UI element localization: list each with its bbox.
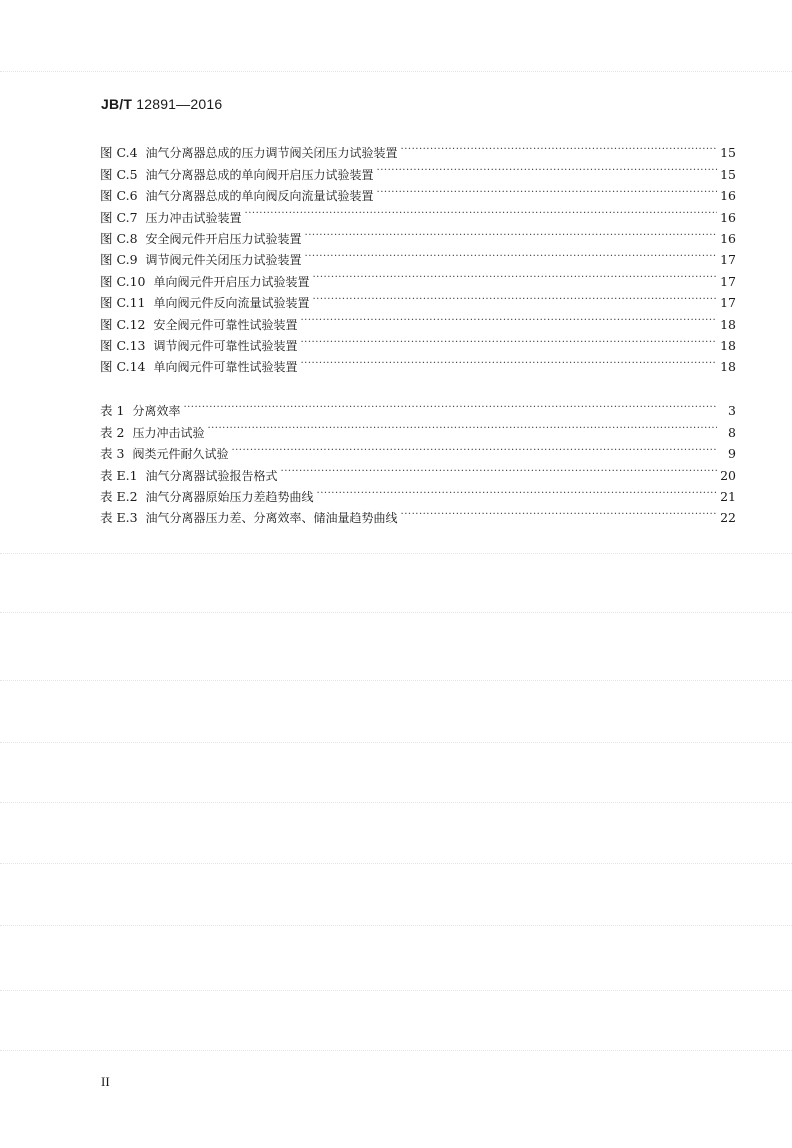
figure-page-number: 18 <box>720 359 736 375</box>
figure-label: 图 C.12 <box>100 316 146 332</box>
dot-leader <box>301 307 718 328</box>
dot-leader <box>231 437 717 458</box>
standard-number: 12891—2016 <box>136 96 223 112</box>
figure-label: 图 C.11 <box>100 295 146 311</box>
table-title: 油气分离器原始压力差趋势曲线 <box>145 489 314 504</box>
figure-label: 图 C.5 <box>100 166 138 182</box>
figure-page-number: 15 <box>720 166 736 182</box>
standard-code: JB/T <box>101 96 133 112</box>
figure-title: 调节阀元件关闭压力试验装置 <box>145 253 302 268</box>
figure-page-number: 17 <box>720 273 736 289</box>
figure-title: 压力冲击试验装置 <box>145 210 242 225</box>
dot-leader <box>305 222 717 243</box>
table-entry[interactable] <box>100 394 736 419</box>
figure-title: 油气分离器总成的单向阀反向流量试验装置 <box>145 189 374 204</box>
scan-artifact-line <box>0 1050 792 1051</box>
dot-leader <box>377 179 717 200</box>
table-page-number: 20 <box>720 467 736 483</box>
dot-leader <box>301 350 718 371</box>
table-page-number: 22 <box>720 510 736 526</box>
scan-artifact-line <box>0 925 792 926</box>
table-label: 表 2 <box>100 424 125 440</box>
table-label: 表 E.3 <box>100 510 138 526</box>
table-title: 油气分离器试验报告格式 <box>145 468 278 483</box>
dot-leader <box>301 329 718 350</box>
table-title: 阀类元件耐久试验 <box>132 447 229 462</box>
table-page-number: 9 <box>728 446 736 462</box>
figure-title: 单向阀元件可靠性试验装置 <box>153 360 298 375</box>
table-label: 表 E.1 <box>100 467 138 483</box>
figure-page-number: 18 <box>720 316 736 332</box>
dot-leader <box>183 394 717 415</box>
page-number: II <box>101 1074 110 1089</box>
figure-title: 调节阀元件可靠性试验装置 <box>153 338 298 353</box>
figure-label: 图 C.6 <box>100 188 138 204</box>
dot-leader <box>281 458 717 479</box>
dot-leader <box>207 415 717 436</box>
figure-title: 安全阀元件可靠性试验装置 <box>153 317 298 332</box>
document-header <box>101 96 222 112</box>
table-page-number: 3 <box>728 403 736 419</box>
figure-page-number: 17 <box>720 295 736 311</box>
figure-page-number: 16 <box>720 188 736 204</box>
figure-title: 单向阀元件开启压力试验装置 <box>153 274 310 289</box>
dot-leader <box>401 501 717 522</box>
figure-label: 图 C.13 <box>100 337 146 353</box>
figure-label: 图 C.14 <box>100 359 146 375</box>
figure-list <box>100 136 736 375</box>
scan-artifact-line <box>0 863 792 864</box>
table-page-number: 21 <box>720 488 736 504</box>
scan-artifact-line <box>0 990 792 991</box>
scan-artifact-line <box>0 612 792 613</box>
scan-artifact-line <box>0 742 792 743</box>
dot-leader <box>377 157 717 178</box>
figure-title: 安全阀元件开启压力试验装置 <box>145 231 302 246</box>
table-title: 油气分离器压力差、分离效率、储油量趋势曲线 <box>145 511 398 526</box>
table-label: 表 1 <box>100 403 125 419</box>
table-page-number: 8 <box>728 424 736 440</box>
dot-leader <box>305 243 717 264</box>
dot-leader <box>317 480 717 501</box>
dot-leader <box>245 200 717 221</box>
figure-title: 油气分离器总成的压力调节阀关闭压力试验装置 <box>145 146 398 161</box>
scan-artifact-line <box>0 71 792 72</box>
figure-entry[interactable] <box>100 136 736 161</box>
figure-page-number: 16 <box>720 209 736 225</box>
figure-label: 图 C.8 <box>100 230 138 246</box>
table-entry[interactable] <box>100 415 736 440</box>
dot-leader <box>313 264 718 285</box>
figure-label: 图 C.4 <box>100 145 138 161</box>
figure-label: 图 C.9 <box>100 252 138 268</box>
figure-title: 油气分离器总成的单向阀开启压力试验装置 <box>145 167 374 182</box>
figure-page-number: 18 <box>720 337 736 353</box>
figure-page-number: 17 <box>720 252 736 268</box>
dot-leader <box>313 286 718 307</box>
figure-label: 图 C.7 <box>100 209 138 225</box>
table-label: 表 E.2 <box>100 488 138 504</box>
figure-label: 图 C.10 <box>100 273 146 289</box>
scan-artifact-line <box>0 680 792 681</box>
dot-leader <box>401 136 717 157</box>
table-title: 压力冲击试验 <box>132 425 205 440</box>
scan-artifact-line <box>0 553 792 554</box>
table-label: 表 3 <box>100 446 125 462</box>
scan-artifact-line <box>0 802 792 803</box>
table-title: 分离效率 <box>132 404 181 419</box>
table-list <box>100 394 736 526</box>
figure-page-number: 16 <box>720 230 736 246</box>
figure-title: 单向阀元件反向流量试验装置 <box>153 296 310 311</box>
figure-page-number: 15 <box>720 145 736 161</box>
